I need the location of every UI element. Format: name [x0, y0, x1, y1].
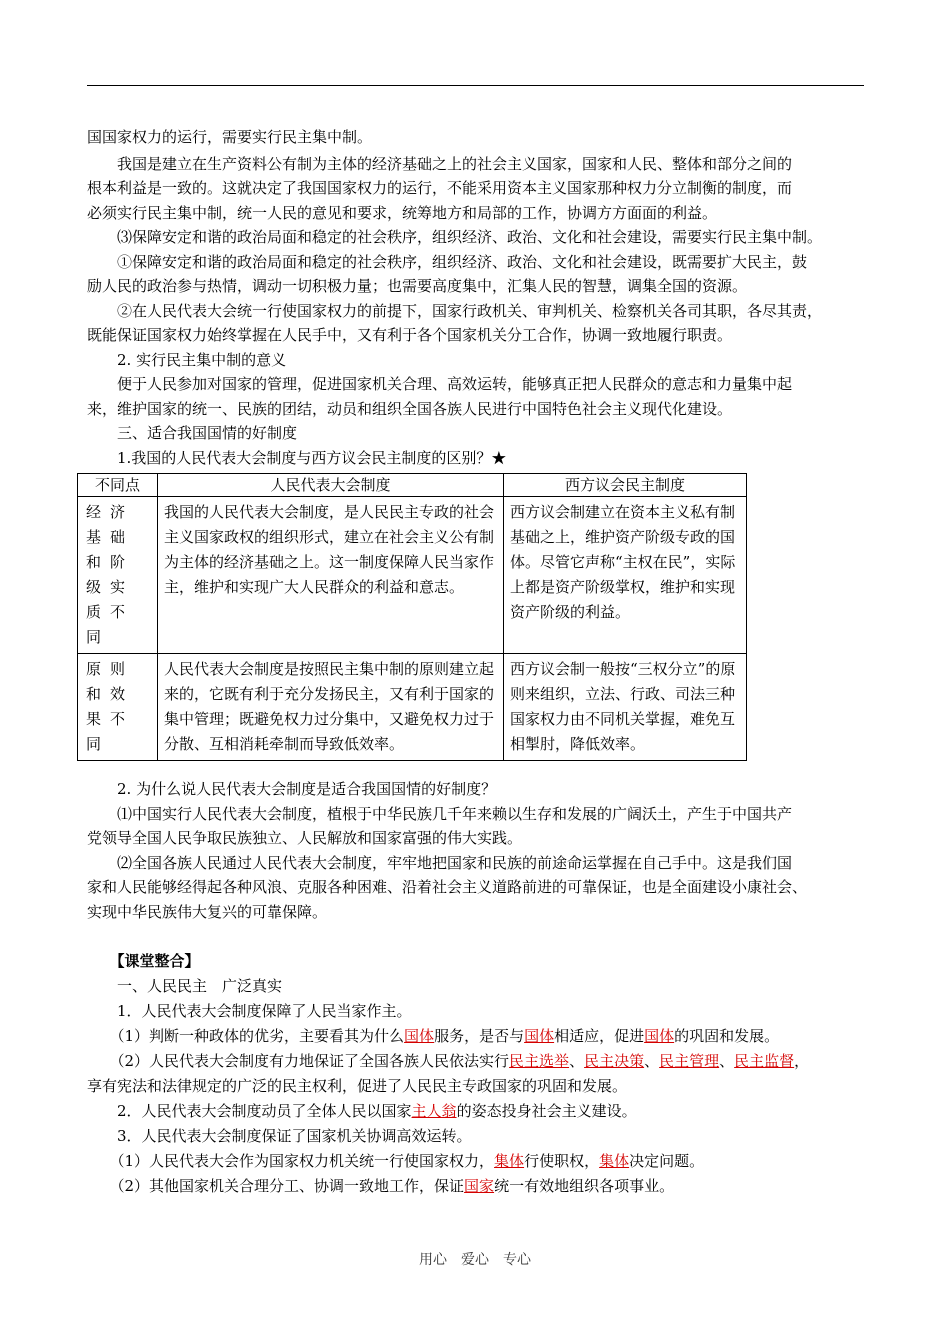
paragraph-line: 便于人民参加对国家的管理，促进国家机关合理、高效运转，能够真正把人民群众的意志和力量集中起: [87, 375, 793, 393]
table-header-cell: 人民代表大会制度: [158, 474, 504, 497]
table-header-cell: 不同点: [78, 474, 158, 497]
text: 的巩固和发展。: [674, 1027, 780, 1045]
text: （2）其他国家机关合理分工、协调一致地工作，保证: [87, 1177, 465, 1195]
question-heading: 1.我国的人民代表大会制度与西方议会民主制度的区别？★: [87, 449, 507, 467]
summary-heading: 【课堂整合】: [87, 952, 200, 970]
summary-line: [87, 1173, 865, 1199]
header-rule: [87, 85, 864, 86]
summary-line: 享有宪法和法律规定的广泛的民主权利，促进了人民民主专政国家的巩固和发展。: [87, 1077, 628, 1095]
text: 、: [569, 1052, 585, 1070]
table-cell: 西方议会制建立在资本主义私有制基础之上，维护资产阶级专政的国体。尽管它声称“主权在民”，实际上都是资产阶级掌权，维护和实现资产阶级的利益。: [504, 497, 747, 654]
highlight-term: 民主监督: [734, 1052, 795, 1070]
paragraph-line: ②在人民代表大会统一行使国家权力的前提下，国家行政机关、审判机关、检察机关各司其职，各尽其责，: [87, 302, 823, 320]
highlight-term: 民主管理: [659, 1052, 720, 1070]
text: 服务，是否与: [434, 1027, 525, 1045]
paragraph-line: ①保障安定和谐的政治局面和稳定的社会秩序，组织经济、政治、文化和社会建设，既需要扩大民主，鼓: [87, 253, 808, 271]
table-header-row: [78, 474, 747, 497]
text: 相适应，促进: [554, 1027, 645, 1045]
text: （1）判断一种政体的优劣，主要看其为什么: [87, 1027, 405, 1045]
table-header-cell: 西方议会民主制度: [504, 474, 747, 497]
text: 行使职权，: [524, 1152, 600, 1170]
paragraph-line: 家和人民能够经得起各种风浪、克服各种困难、沿着社会主义道路前进的可靠保证，也是全面建设小康社会、: [87, 878, 808, 896]
table-row-label: 经济基础和阶级实质不同: [78, 497, 158, 654]
text: （2）人民代表大会制度有力地保证了全国各族人民依法实行: [87, 1052, 510, 1070]
summary-line: 1．人民代表大会制度保障了人民当家作主。: [87, 1002, 412, 1020]
summary-line: 3．人民代表大会制度保证了国家机关协调高效运转。: [87, 1127, 472, 1145]
text: 、: [719, 1052, 735, 1070]
summary-line: [87, 1098, 865, 1124]
text: 的姿态投身社会主义建设。: [456, 1102, 637, 1120]
highlight-term: 国体: [644, 1027, 675, 1045]
table-row: [78, 497, 747, 654]
paragraph-line: 国国家权力的运行，需要实行民主集中制。: [87, 128, 373, 146]
summary-line: [87, 1023, 865, 1049]
paragraph-line: 必须实行民主集中制，统一人民的意见和要求，统筹地方和局部的工作，协调方方面面的利益。: [87, 204, 718, 222]
highlight-term: 国体: [404, 1027, 435, 1045]
text: （1）人民代表大会作为国家权力机关统一行使国家权力，: [87, 1152, 495, 1170]
text: 、: [644, 1052, 660, 1070]
paragraph-line: 根本利益是一致的。这就决定了我国国家权力的运行，不能采用资本主义国家那种权力分立制衡的制度，而: [87, 179, 793, 197]
paragraph-line: 党领导全国人民争取民族独立、人民解放和国家富强的伟大实践。: [87, 829, 523, 847]
summary-line: [87, 1048, 865, 1074]
highlight-term: 民主决策: [584, 1052, 645, 1070]
paragraph-line: 励人民的政治参与热情，调动一切积极力量；也需要高度集中，汇集人民的智慧，调集全国的资源。: [87, 277, 748, 295]
table-row-label: 原则和效果不同: [78, 654, 158, 761]
table-row: [78, 654, 747, 761]
comparison-table: [77, 473, 747, 761]
paragraph-line: 既能保证国家权力始终掌握在人民手中，又有利于各个国家机关分工合作，协调一致地履行职责。: [87, 326, 733, 344]
summary-line: 一、人民民主 广泛真实: [87, 977, 283, 995]
section-heading: 三、适合我国国情的好制度: [87, 424, 298, 442]
text: 决定问题。: [629, 1152, 705, 1170]
highlight-term: 国体: [524, 1027, 555, 1045]
highlight-term: 集体: [599, 1152, 630, 1170]
paragraph-line: ⑵全国各族人民通过人民代表大会制度，牢牢地把国家和民族的前途命运掌握在自己手中。这是我们国: [87, 854, 793, 872]
text: 统一有效地组织各项事业。: [494, 1177, 675, 1195]
text: 2．人民代表大会制度动员了全体人民以国家: [87, 1102, 412, 1120]
text: ，: [794, 1052, 810, 1070]
page-footer: 用心 爱心 专心: [419, 1252, 531, 1268]
paragraph-line: 实现中华民族伟大复兴的可靠保障。: [87, 903, 328, 921]
paragraph-line: ⑴中国实行人民代表大会制度，植根于中华民族几千年来赖以生存和发展的广阔沃土，产生于中国共产: [87, 805, 793, 823]
table-cell: 人民代表大会制度是按照民主集中制的原则建立起来的，它既有利于充分发扬民主，又有利于国家的集中管理；既避免权力过分集中，又避免权力过于分散、互相消耗牵制而导致低效率。: [158, 654, 504, 761]
paragraph-line: 我国是建立在生产资料公有制为主体的经济基础之上的社会主义国家，国家和人民、整体和部分之间的: [87, 155, 793, 173]
highlight-term: 民主选举: [509, 1052, 570, 1070]
table-cell: 我国的人民代表大会制度，是人民民主专政的社会主义国家政权的组织形式，建立在社会主义公有制为主体的经济基础之上。这一制度保障人民当家作主，维护和实现广大人民群众的利益和意志。: [158, 497, 504, 654]
summary-line: [87, 1148, 865, 1174]
paragraph-line: 来，维护国家的统一、民族的团结，动员和组织全国各族人民进行中国特色社会主义现代化建设。: [87, 400, 733, 418]
paragraph-line: ⑶保障安定和谐的政治局面和稳定的社会秩序，组织经济、政治、文化和社会建设，需要实行民主集中制。: [87, 228, 823, 246]
highlight-term: 国家: [464, 1177, 495, 1195]
section-heading: 2. 实行民主集中制的意义: [87, 351, 287, 369]
highlight-term: 集体: [494, 1152, 525, 1170]
question-heading: 2. 为什么说人民代表大会制度是适合我国国情的好制度？: [87, 780, 497, 798]
highlight-term: 主人翁: [411, 1102, 457, 1120]
table-cell: 西方议会制一般按“三权分立”的原则来组织，立法、行政、司法三种国家权力由不同机关掌握，难免互相掣肘，降低效率。: [504, 654, 747, 761]
